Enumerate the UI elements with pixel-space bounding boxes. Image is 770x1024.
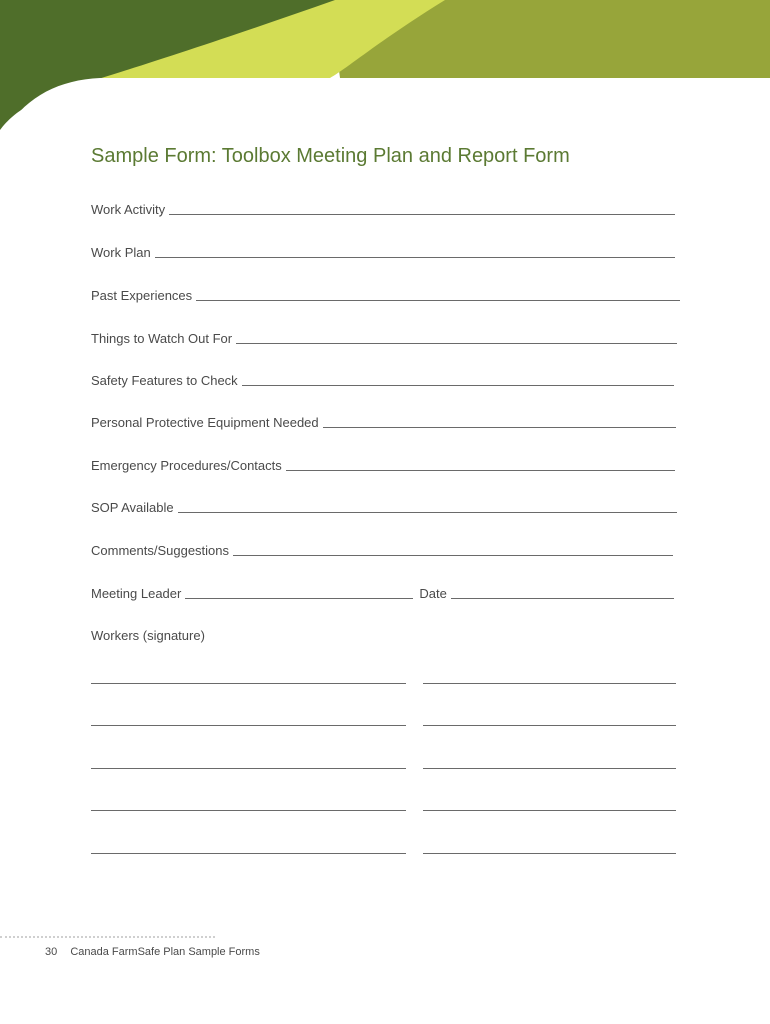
field-label: Safety Features to Check (91, 373, 238, 388)
signature-line[interactable] (91, 725, 406, 726)
field-things-to-watch (91, 327, 677, 347)
field-emergency-procedures (91, 454, 675, 474)
field-meeting-leader-date (91, 582, 674, 602)
blank-line[interactable] (155, 257, 675, 258)
signature-line[interactable] (91, 683, 406, 684)
blank-line[interactable] (196, 300, 680, 301)
header-graphic (0, 0, 770, 160)
workers-label: Workers (signature) (91, 628, 205, 643)
footer-text: Canada FarmSafe Plan Sample Forms (70, 946, 260, 958)
date-label: Date (419, 586, 447, 601)
meeting-leader-line[interactable] (185, 598, 413, 599)
signature-line[interactable] (423, 683, 676, 684)
field-ppe-needed (91, 411, 676, 431)
signature-line[interactable] (423, 725, 676, 726)
signature-line[interactable] (91, 810, 406, 811)
field-work-plan (91, 241, 675, 261)
field-label: Personal Protective Equipment Needed (91, 415, 319, 430)
workers-signature-heading (91, 624, 209, 644)
field-label: Past Experiences (91, 288, 193, 303)
blank-line[interactable] (233, 555, 673, 556)
signature-line[interactable] (423, 810, 676, 811)
field-label: Emergency Procedures/Contacts (91, 458, 282, 473)
field-sop-available (91, 496, 677, 516)
field-comments (91, 539, 673, 559)
field-safety-features (91, 369, 674, 389)
blank-line[interactable] (169, 214, 675, 215)
signature-line[interactable] (91, 853, 406, 854)
field-label: Work Activity (91, 202, 166, 217)
blank-line[interactable] (286, 470, 675, 471)
page-footer (45, 946, 260, 958)
field-label: Work Plan (91, 245, 151, 260)
blank-line[interactable] (236, 343, 677, 344)
blank-line[interactable] (323, 427, 676, 428)
date-line[interactable] (451, 598, 674, 599)
signature-line[interactable] (91, 768, 406, 769)
blank-line[interactable] (178, 512, 677, 513)
signature-line[interactable] (423, 853, 676, 854)
field-label: SOP Available (91, 500, 174, 515)
field-work-activity (91, 198, 675, 218)
blank-line[interactable] (242, 385, 674, 386)
field-label: Things to Watch Out For (91, 331, 233, 346)
field-label: Comments/Suggestions (91, 543, 230, 558)
signature-line[interactable] (423, 768, 676, 769)
meeting-leader-label: Meeting Leader (91, 586, 182, 601)
footer-divider (0, 936, 215, 938)
form-title: Sample Form: Toolbox Meeting Plan and Report Form (91, 145, 570, 167)
page-number: 30 (45, 946, 58, 958)
field-past-experiences (91, 284, 680, 304)
